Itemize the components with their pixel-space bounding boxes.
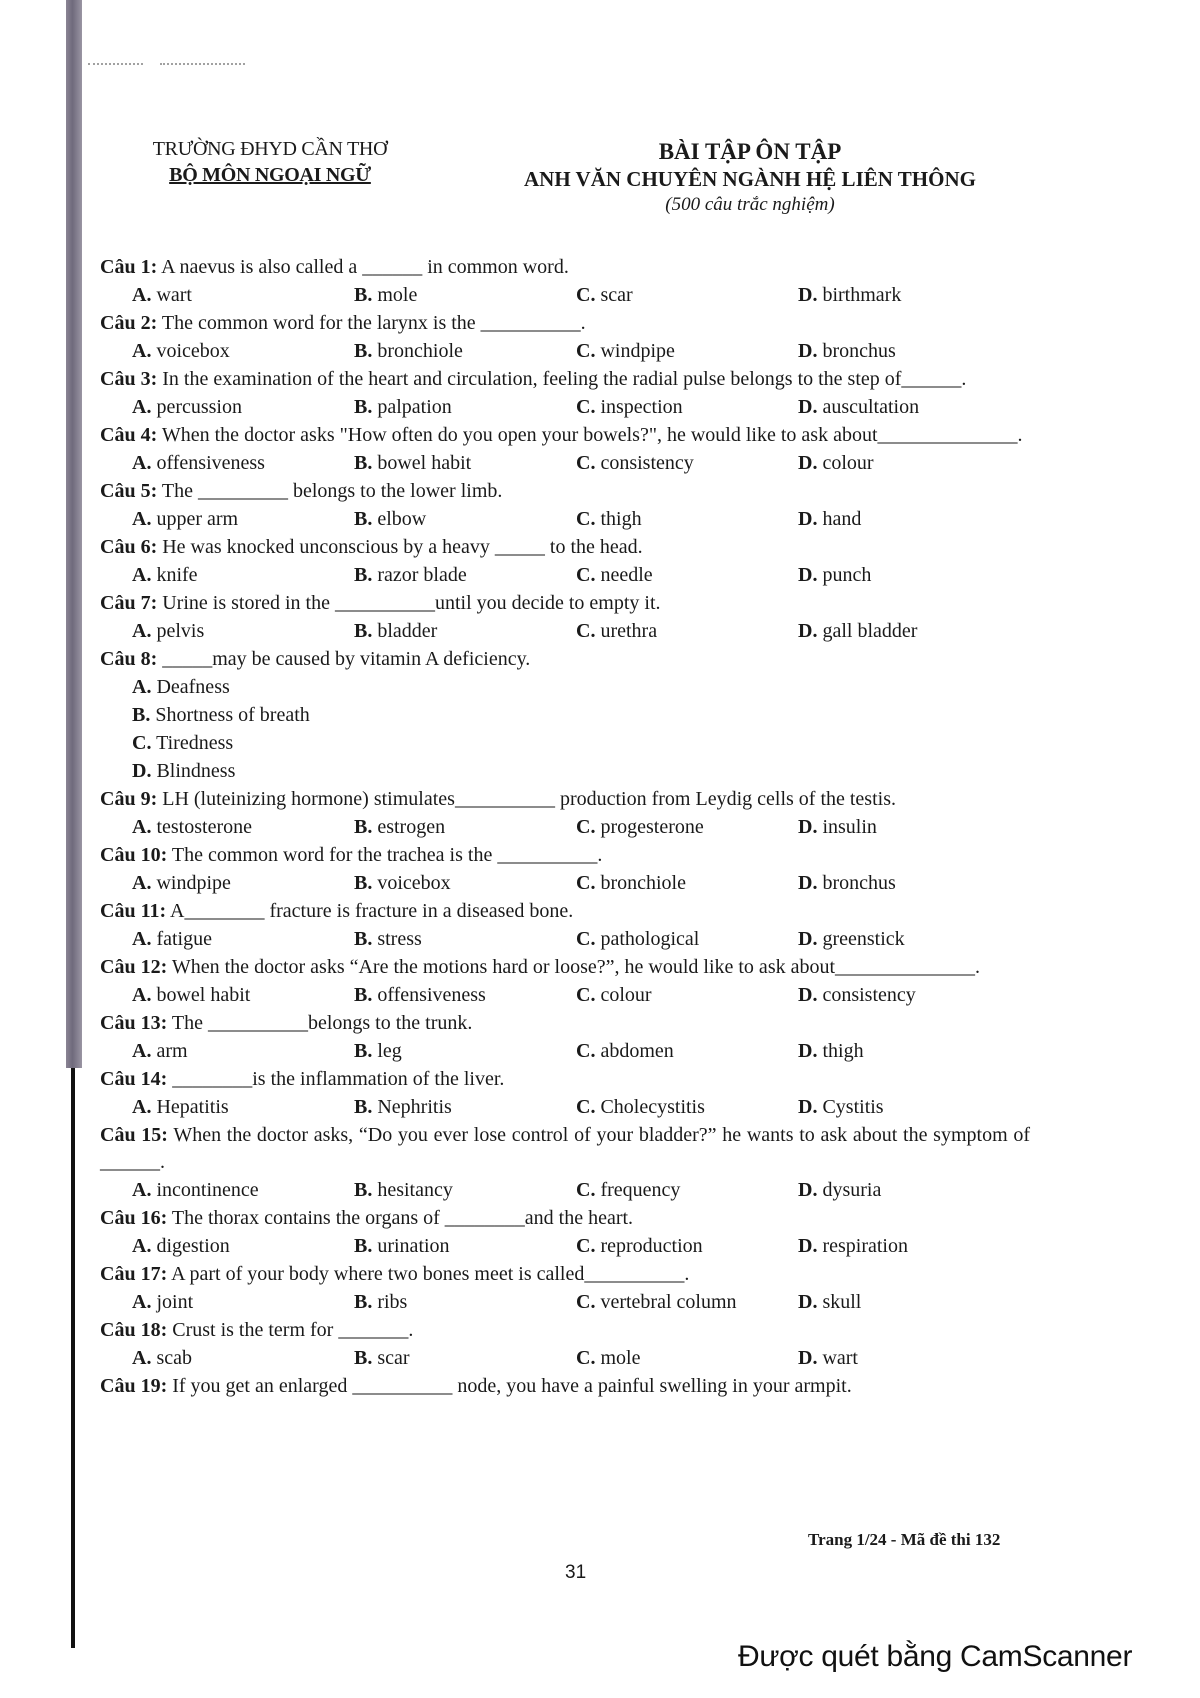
option-letter: A.	[132, 1040, 152, 1062]
question-stem	[100, 646, 1030, 673]
option-letter: A.	[132, 508, 152, 530]
question-stem	[100, 786, 1030, 813]
answer-option: C. bronchiole	[576, 872, 686, 894]
option-letter: B.	[354, 1096, 373, 1118]
question-number: Câu 3:	[100, 368, 158, 390]
option-letter: C.	[576, 620, 596, 642]
question-item	[100, 534, 1030, 589]
question-number: Câu 16:	[100, 1207, 168, 1229]
answer-option: D. consistency	[798, 984, 916, 1006]
answer-options	[100, 813, 1030, 841]
question-text: If you get an enlarged __________ node, you have a painful swelling in your armpit.	[172, 1375, 852, 1397]
question-text: The common word for the trachea is the __________.	[171, 844, 603, 866]
option-letter: B.	[354, 284, 373, 306]
question-number: Câu 2:	[100, 312, 158, 334]
question-item	[100, 1066, 1030, 1121]
answer-options	[100, 981, 1030, 1009]
question-text: A________ fracture is fracture in a diseased bone.	[170, 900, 574, 922]
answer-option: B. voicebox	[354, 872, 451, 894]
option-letter: B.	[354, 620, 373, 642]
answer-option: C. windpipe	[576, 340, 675, 362]
question-stem	[100, 1373, 1030, 1400]
question-stem	[100, 842, 1030, 869]
option-letter: B.	[354, 816, 373, 838]
option-letter: B.	[354, 984, 373, 1006]
answer-option: A. scab	[132, 1347, 192, 1369]
question-text: Crust is the term for _______.	[172, 1319, 414, 1341]
camscanner-watermark: Được quét bằng CamScanner	[738, 1640, 1133, 1673]
answer-option: D. greenstick	[798, 928, 905, 950]
question-number: Câu 5:	[100, 480, 158, 502]
question-number: Câu 8:	[100, 648, 158, 670]
answer-option: C. pathological	[576, 928, 700, 950]
answer-option: D. hand	[798, 508, 862, 530]
answer-options	[100, 925, 1030, 953]
question-item	[100, 310, 1030, 365]
option-letter: A.	[132, 284, 152, 306]
question-item	[100, 842, 1030, 897]
option-letter: C.	[576, 984, 596, 1006]
question-stem	[100, 1066, 1030, 1093]
answer-options	[100, 337, 1030, 365]
answer-option: D. bronchus	[798, 872, 896, 894]
question-number: Câu 9:	[100, 788, 158, 810]
question-stem	[100, 366, 1030, 393]
document-title: BÀI TẬP ÔN TẬP	[658, 139, 842, 164]
answer-options	[100, 673, 1030, 785]
question-stem	[100, 254, 1030, 281]
question-stem	[100, 534, 1030, 561]
option-letter: D.	[798, 928, 818, 950]
answer-options	[100, 1037, 1030, 1065]
option-letter: C.	[576, 928, 596, 950]
option-letter: B.	[354, 1179, 373, 1201]
question-item	[100, 1317, 1030, 1372]
answer-option: B. hesitancy	[354, 1179, 453, 1201]
question-stem	[100, 1122, 1030, 1176]
question-item	[100, 646, 1030, 785]
answer-option: A. bowel habit	[132, 984, 251, 1006]
question-text: The thorax contains the organs of ________and the heart.	[171, 1207, 634, 1229]
question-text: The _________ belongs to the lower limb.	[161, 480, 503, 502]
answer-option: C. thigh	[576, 508, 642, 530]
answer-option: B. bronchiole	[354, 340, 463, 362]
question-item	[100, 254, 1030, 309]
answer-options	[100, 617, 1030, 645]
question-text: ________is the inflammation of the liver.	[172, 1068, 505, 1090]
question-stem	[100, 310, 1030, 337]
option-letter: A.	[132, 676, 152, 698]
option-letter: C.	[576, 396, 596, 418]
answer-option: C. colour	[576, 984, 652, 1006]
answer-option: B. Shortness of breath	[132, 704, 310, 726]
question-stem	[100, 898, 1030, 925]
question-text: He was knocked unconscious by a heavy _____ to the head.	[162, 536, 643, 558]
answer-options	[100, 1288, 1030, 1316]
answer-option: B. razor blade	[354, 564, 467, 586]
option-letter: D.	[798, 1235, 818, 1257]
answer-option: C. urethra	[576, 620, 658, 642]
option-letter: C.	[576, 452, 596, 474]
option-letter: A.	[132, 340, 152, 362]
answer-option: C. consistency	[576, 452, 694, 474]
answer-options	[100, 281, 1030, 309]
answer-option: D. birthmark	[798, 284, 902, 306]
option-letter: B.	[132, 704, 151, 726]
answer-option: A. offensiveness	[132, 452, 265, 474]
option-letter: D.	[798, 1096, 818, 1118]
question-stem	[100, 422, 1030, 449]
option-letter: A.	[132, 564, 152, 586]
question-number: Câu 17:	[100, 1263, 168, 1285]
answer-option: C. vertebral column	[576, 1291, 737, 1313]
option-letter: D.	[798, 1179, 818, 1201]
answer-option: A. knife	[132, 564, 198, 586]
answer-option: A. pelvis	[132, 620, 205, 642]
option-letter: D.	[798, 1291, 818, 1313]
option-letter: A.	[132, 872, 152, 894]
option-letter: A.	[132, 1347, 152, 1369]
answer-option: D. respiration	[798, 1235, 908, 1257]
option-letter: B.	[354, 1291, 373, 1313]
option-letter: B.	[354, 872, 373, 894]
answer-options	[100, 561, 1030, 589]
answer-option: A. percussion	[132, 396, 242, 418]
option-letter: D.	[798, 396, 818, 418]
option-letter: C.	[576, 872, 596, 894]
option-letter: B.	[354, 452, 373, 474]
answer-option: B. estrogen	[354, 816, 446, 838]
document-note: (500 câu trắc nghiệm)	[665, 194, 835, 215]
option-letter: A.	[132, 928, 152, 950]
answer-options	[100, 1232, 1030, 1260]
answer-option: D. skull	[798, 1291, 862, 1313]
question-list	[100, 254, 1030, 1401]
option-letter: B.	[354, 396, 373, 418]
question-stem	[100, 954, 1030, 981]
answer-option: B. urination	[354, 1235, 450, 1257]
page-code: Trang 1/24 - Mã đề thi 132	[808, 1530, 1001, 1549]
question-stem	[100, 1317, 1030, 1344]
question-item	[100, 478, 1030, 533]
question-number: Câu 15:	[100, 1124, 168, 1146]
option-letter: A.	[132, 1179, 152, 1201]
option-letter: D.	[798, 452, 818, 474]
option-letter: B.	[354, 928, 373, 950]
option-letter: A.	[132, 396, 152, 418]
question-stem	[100, 1205, 1030, 1232]
answer-option: C. needle	[576, 564, 653, 586]
answer-option: A. joint	[132, 1291, 194, 1313]
answer-option: D. dysuria	[798, 1179, 882, 1201]
option-letter: D.	[798, 620, 818, 642]
option-letter: D.	[132, 760, 152, 782]
answer-option: C. mole	[576, 1347, 641, 1369]
option-letter: C.	[576, 1040, 596, 1062]
question-number: Câu 19:	[100, 1375, 168, 1397]
answer-option: B. bowel habit	[354, 452, 472, 474]
scan-artifact	[88, 63, 143, 67]
option-letter: C.	[576, 284, 596, 306]
question-number: Câu 6:	[100, 536, 158, 558]
option-letter: D.	[798, 1040, 818, 1062]
answer-options	[100, 1344, 1030, 1372]
answer-options	[100, 1176, 1030, 1204]
question-text: _____may be caused by vitamin A deficiency.	[162, 648, 531, 670]
answer-option: B. offensiveness	[354, 984, 486, 1006]
answer-option: D. punch	[798, 564, 872, 586]
department-name: BỘ MÔN NGOẠI NGỮ	[169, 164, 371, 186]
answer-option: D. insulin	[798, 816, 877, 838]
option-letter: D.	[798, 564, 818, 586]
option-letter: C.	[576, 816, 596, 838]
question-item	[100, 1010, 1030, 1065]
answer-option: D. Cystitis	[798, 1096, 884, 1118]
option-letter: B.	[354, 508, 373, 530]
option-letter: A.	[132, 1291, 152, 1313]
option-letter: C.	[576, 508, 596, 530]
option-letter: D.	[798, 816, 818, 838]
answer-option: B. leg	[354, 1040, 402, 1062]
option-letter: B.	[354, 564, 373, 586]
question-item	[100, 954, 1030, 1009]
answer-options	[100, 393, 1030, 421]
question-number: Câu 4:	[100, 424, 158, 446]
question-number: Câu 18:	[100, 1319, 168, 1341]
answer-option: C. reproduction	[576, 1235, 703, 1257]
answer-option: A. voicebox	[132, 340, 230, 362]
option-letter: D.	[798, 508, 818, 530]
option-letter: A.	[132, 984, 152, 1006]
question-number: Câu 12:	[100, 956, 168, 978]
option-letter: C.	[132, 732, 152, 754]
option-letter: B.	[354, 1347, 373, 1369]
answer-option: C. progesterone	[576, 816, 704, 838]
answer-option: D. colour	[798, 452, 874, 474]
option-letter: C.	[576, 1291, 596, 1313]
option-letter: C.	[576, 1235, 596, 1257]
question-number: Câu 7:	[100, 592, 158, 614]
answer-option: D. auscultation	[798, 396, 920, 418]
answer-option: A. Deafness	[132, 676, 230, 698]
option-letter: C.	[576, 1096, 596, 1118]
question-item	[100, 366, 1030, 421]
answer-option: B. bladder	[354, 620, 438, 642]
answer-option: B. elbow	[354, 508, 427, 530]
answer-option: A. Hepatitis	[132, 1096, 229, 1118]
option-letter: D.	[798, 1347, 818, 1369]
answer-option: A. windpipe	[132, 872, 231, 894]
option-letter: A.	[132, 816, 152, 838]
option-letter: B.	[354, 340, 373, 362]
answer-option: B. ribs	[354, 1291, 408, 1313]
option-letter: D.	[798, 872, 818, 894]
option-letter: A.	[132, 1096, 152, 1118]
answer-option: D. bronchus	[798, 340, 896, 362]
question-number: Câu 10:	[100, 844, 168, 866]
question-item	[100, 422, 1030, 477]
question-text: When the doctor asks “Are the motions hard or loose?”, he would like to ask about______________.	[171, 956, 981, 978]
answer-option: A. wart	[132, 284, 192, 306]
document-title-block	[470, 138, 1030, 218]
answer-options	[100, 869, 1030, 897]
option-letter: A.	[132, 620, 152, 642]
answer-option: A. upper arm	[132, 508, 239, 530]
option-letter: C.	[576, 1179, 596, 1201]
answer-option: B. scar	[354, 1347, 410, 1369]
question-number: Câu 1:	[100, 256, 158, 278]
option-letter: C.	[576, 564, 596, 586]
question-stem	[100, 1010, 1030, 1037]
question-item	[100, 786, 1030, 841]
option-letter: A.	[132, 1235, 152, 1257]
answer-option: A. incontinence	[132, 1179, 259, 1201]
answer-option: D. gall bladder	[798, 620, 918, 642]
question-text: Urine is stored in the __________until you decide to empty it.	[162, 592, 661, 614]
question-item	[100, 1205, 1030, 1260]
question-number: Câu 11:	[100, 900, 167, 922]
question-stem	[100, 1261, 1030, 1288]
question-stem	[100, 590, 1030, 617]
question-text: LH (luteinizing hormone) stimulates__________ production from Leydig cells of the testis.	[162, 788, 896, 810]
option-letter: C.	[576, 1347, 596, 1369]
scan-edge-shadow	[66, 0, 82, 1068]
option-letter: C.	[576, 340, 596, 362]
option-letter: A.	[132, 452, 152, 474]
answer-option: B. stress	[354, 928, 422, 950]
answer-options	[100, 449, 1030, 477]
question-text: The common word for the larynx is the __________.	[161, 312, 586, 334]
option-letter: D.	[798, 284, 818, 306]
answer-option: C. frequency	[576, 1179, 681, 1201]
answer-option: D. wart	[798, 1347, 858, 1369]
answer-option: A. fatigue	[132, 928, 212, 950]
question-stem	[100, 478, 1030, 505]
answer-option: B. mole	[354, 284, 418, 306]
option-letter: D.	[798, 984, 818, 1006]
question-text: In the examination of the heart and circulation, feeling the radial pulse belongs to the step of______.	[162, 368, 967, 390]
answer-option: D. thigh	[798, 1040, 864, 1062]
school-name: TRƯỜNG ĐHYD CẦN THƠ	[152, 138, 388, 160]
answer-option: A. arm	[132, 1040, 188, 1062]
option-letter: D.	[798, 340, 818, 362]
answer-option: B. palpation	[354, 396, 452, 418]
question-item	[100, 898, 1030, 953]
question-number: Câu 14:	[100, 1068, 168, 1090]
scan-artifact	[160, 63, 245, 67]
institution-header	[135, 136, 405, 188]
scan-edge-line	[71, 1068, 75, 1648]
option-letter: B.	[354, 1040, 373, 1062]
answer-option: B. Nephritis	[354, 1096, 452, 1118]
question-item	[100, 1373, 1030, 1400]
question-text: A naevus is also called a ______ in common word.	[161, 256, 569, 278]
question-text: When the doctor asks "How often do you open your bowels?", he would like to ask about______________.	[161, 424, 1023, 446]
question-item	[100, 1122, 1030, 1204]
answer-option: D. Blindness	[132, 760, 236, 782]
answer-options	[100, 1093, 1030, 1121]
question-text: A part of your body where two bones meet is called__________.	[171, 1263, 690, 1285]
answer-option: A. digestion	[132, 1235, 230, 1257]
question-text: The __________belongs to the trunk.	[171, 1012, 473, 1034]
page-number: 31	[565, 1562, 587, 1583]
answer-option: A. testosterone	[132, 816, 252, 838]
option-letter: B.	[354, 1235, 373, 1257]
question-number: Câu 13:	[100, 1012, 168, 1034]
answer-option: C. abdomen	[576, 1040, 674, 1062]
question-item	[100, 1261, 1030, 1316]
answer-options	[100, 505, 1030, 533]
document-subtitle: ANH VĂN CHUYÊN NGÀNH HỆ LIÊN THÔNG	[524, 167, 976, 191]
question-item	[100, 590, 1030, 645]
question-text: When the doctor asks, “Do you ever lose control of your bladder?” he wants to ask about the symptom of ______.	[100, 1124, 1031, 1173]
answer-option: C. Tiredness	[132, 732, 234, 754]
answer-option: C. scar	[576, 284, 633, 306]
answer-option: C. inspection	[576, 396, 683, 418]
answer-option: C. Cholecystitis	[576, 1096, 705, 1118]
